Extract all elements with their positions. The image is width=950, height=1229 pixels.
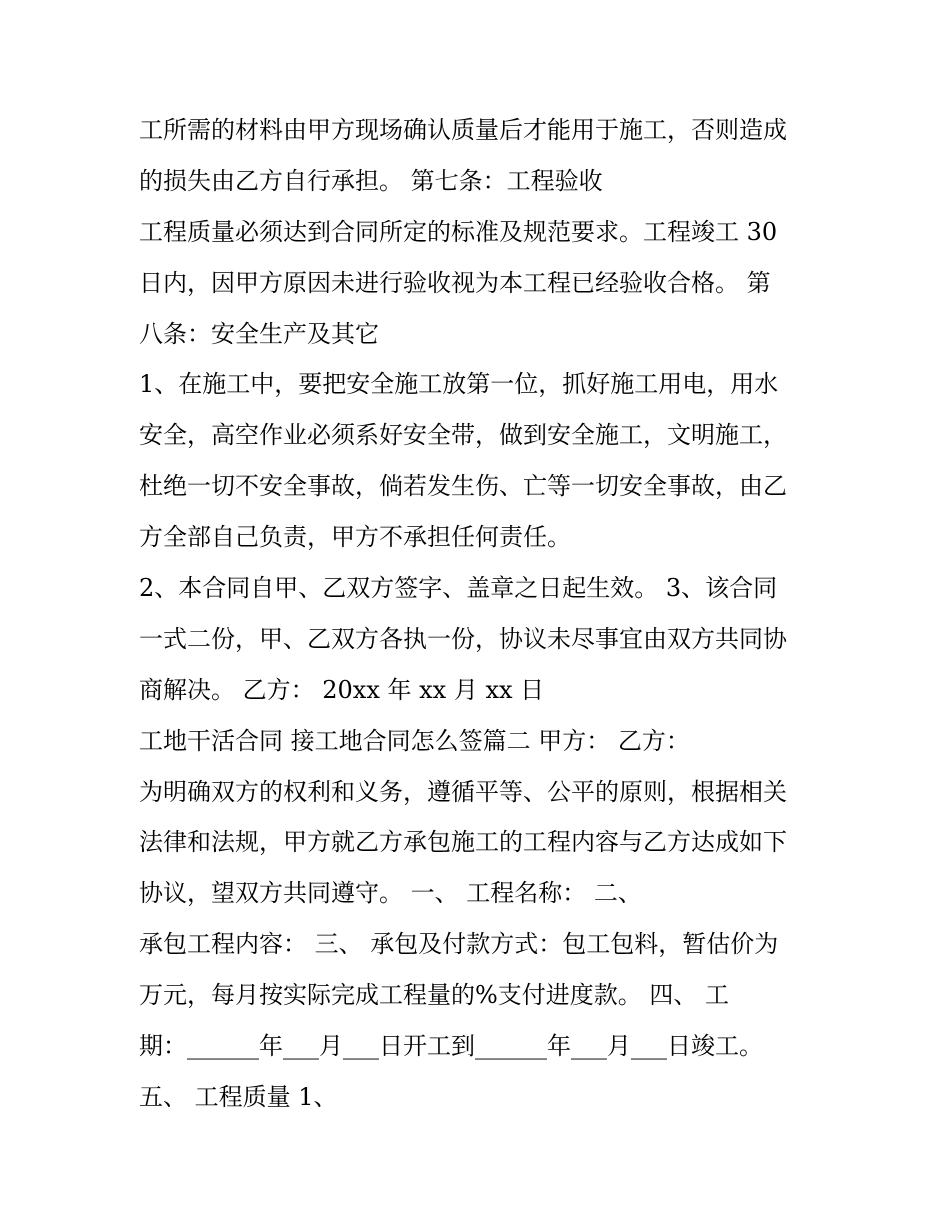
text-line: 为明确双方的权利和义务，遵循平等、公平的原则，根据相关 [139, 777, 787, 806]
text-line: 安全，高空作业必须系好安全带，做到安全施工，文明施工， [139, 421, 787, 450]
text-line: 法律和法规，甲方就乙方承包施工的工程内容与乙方达成如下 [139, 828, 787, 857]
text-line: 承包工程内容： 三、 承包及付款方式：包工包料，暂估价为 [139, 930, 779, 959]
text-line: 杜绝一切不安全事故，倘若发生伤、亡等一切安全事故，由乙 [139, 472, 787, 501]
text-line: 商解决。 乙方： 20xx 年 xx 月 xx 日 [139, 675, 545, 704]
text-line: 1、在施工中，要把安全施工放第一位，抓好施工用电，用水 [139, 370, 779, 399]
text-line: 万元，每月按实际完成工程量的%支付进度款。 四、 工 [139, 981, 730, 1010]
text-line: 一式二份，甲、乙双方各执一份，协议未尽事宜由双方共同协 [139, 624, 787, 653]
text-line: 的损失由乙方自行承担。 第七条：工程验收 [139, 166, 603, 195]
text-line: 八条：安全生产及其它 [139, 319, 379, 348]
text-line: 五、 工程质量 1、 [139, 1082, 338, 1111]
text-line: 工所需的材料由甲方现场确认质量后才能用于施工，否则造成 [139, 116, 787, 144]
text-line: 2、本合同自甲、乙双方签字、盖章之日起生效。 3、该合同 [139, 574, 778, 603]
text-line: 方全部自己负责，甲方不承担任何责任。 [139, 523, 571, 552]
text-line: 工程质量必须达到合同所定的标准及规范要求。工程竣工 30 [139, 217, 778, 246]
text-line: 日内，因甲方原因未进行验收视为本工程已经验收合格。 第 [139, 268, 771, 297]
text-line: 期：______年___月___日开工到______年___月___日竣工。 [139, 1032, 763, 1061]
text-line: 工地干活合同 接工地合同怎么签篇二 甲方： 乙方： [139, 726, 690, 755]
document-body [139, 105, 839, 1123]
text-line: 协议，望双方共同遵守。 一、 工程名称： 二、 [139, 879, 642, 908]
